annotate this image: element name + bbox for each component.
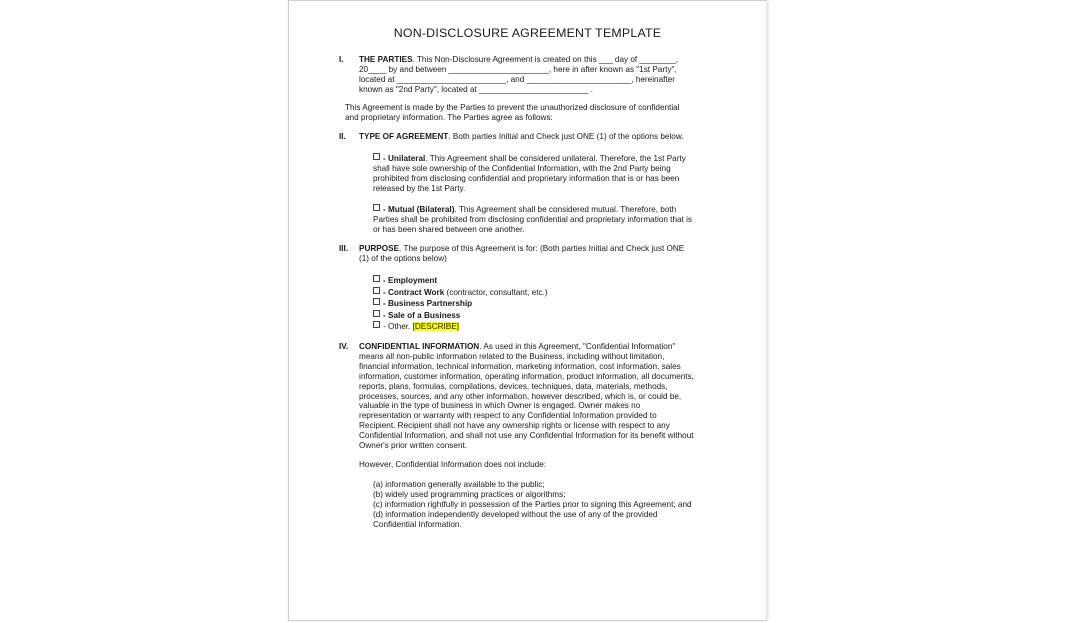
- purpose-option: - Employment: [373, 275, 718, 287]
- exclusion-item: Confidential Information.: [373, 519, 462, 529]
- section-number: II.: [339, 132, 346, 141]
- purpose-option: - Contract Work (contractor, consultant, etc.): [373, 287, 718, 299]
- checkbox-mutual[interactable]: [373, 204, 380, 211]
- exclusion-item: (d) information independently developed without the use of any of the provided: [373, 509, 658, 519]
- exclusions-list: [373, 480, 718, 530]
- purpose-option-other: - Other. [DESCRIBE]: [373, 321, 718, 333]
- purpose-options: [373, 275, 718, 333]
- section-heading: CONFIDENTIAL INFORMATION: [359, 342, 480, 351]
- checkbox-other[interactable]: [373, 321, 380, 328]
- exclusion-item: (a) information generally available to the public;: [373, 480, 545, 489]
- checkbox-business-partnership[interactable]: [373, 298, 380, 305]
- purpose-option: - Business Partnership: [373, 298, 718, 310]
- option-mutual: - Mutual (Bilateral). This Agreement shall be considered mutual. Therefore, both Parties shall be prohibited from disclosing confidential and proprietary information that is or has been shared between one another.: [373, 205, 693, 234]
- section-heading: PURPOSE: [359, 244, 400, 253]
- document-title: NON-DISCLOSURE AGREEMENT TEMPLATE: [393, 26, 662, 40]
- section-number: IV.: [339, 342, 349, 351]
- section-heading: TYPE OF AGREEMENT: [359, 132, 449, 141]
- section-text: THE PARTIES. This Non-Disclosure Agreement is created on this ___ day of ________, 20____ by and between ______________________, here in after known as "1st Party", located at ________________________, and _______________________, hereinafter known as "2nd Party", located at ________________________ .: [359, 55, 679, 94]
- exclusion-item: (b) widely used programming practices or algorithms;: [373, 489, 566, 499]
- checkbox-employment[interactable]: [373, 275, 380, 282]
- page-shadow: [766, 2, 769, 619]
- exclusion-item: (c) information rightfully in possession of the Parties prior to signing this Agreement; and: [373, 499, 692, 509]
- intro-paragraph: This Agreement is made by the Parties to prevent the unauthorized disclosure of confidential and proprietary information. The Parties agree as follows:: [345, 103, 680, 122]
- section-number: I.: [339, 55, 344, 64]
- option-unilateral: - Unilateral. This Agreement shall be considered unilateral. Therefore, the 1st Party shall have sole ownership of the Confidential Information, with the 2nd Party being prohibited from disclosing confidential and proprietary information that is or has been released by the 1st Party.: [373, 154, 686, 193]
- checkbox-contract-work[interactable]: [373, 287, 380, 294]
- checkbox-unilateral[interactable]: [373, 153, 380, 160]
- purpose-option: - Sale of a Business: [373, 310, 718, 322]
- describe-placeholder[interactable]: [DESCRIBE]: [412, 322, 460, 331]
- section-heading: THE PARTIES: [359, 55, 413, 64]
- checkbox-sale-of-business[interactable]: [373, 310, 380, 317]
- document-page: NON-DISCLOSURE AGREEMENT TEMPLATE I. THE PARTIES. This Non-Disclosure Agreement is created on this ___ day of ________, 20____ by and between ______________________, here in after known as "1st Party", located at ________________________, and _______________________, hereinafter known as "2nd Party", located at ________________________ . This Agreement is made by the Parties to prevent the unauthorized disclosure of confidential and proprietary information. The Parties agree as follows: II. TYPE OF AGREEMENT. Both parties Initial and Check just ONE (1) of the options below. - Unilateral. This Agreement shall be considered unilateral. Therefore, the 1st Party shall have sole ownership of the Confidential Information, with the 2nd Party being prohibited from disclosing confidential and proprietary information that is or has been released by the 1st Party. - Mutual (Bilateral). This Agreement shall be considered mutual. Therefore, both Parties shall be prohibited from disclosing confidential and proprietary information that is or has been shared between one another. III. PURPOSE. The purpose of this Agreement is for: (Both parties Initial and Check just ONE (1) of the options below) - Employment - Contract Work (contractor, consultant, etc.) - Business Partnership - Sale of a Business - Other. [DESCRIBE] IV. CONFIDENTIAL INFORMATION. As used in this Agreement, "Confidential Information" means all non-public information related to the Business, including without limitation, financial information, technical information, marketing information, cost information, sales information, customer information, operating information, product information, all documents, reports, plans, formulas, compilations, devices, techniques, data, materials, methods, processes, sources, and any other information, however described, which is, or could be, valuable in the type of business in which Owner is engaged. Owner makes no representation or warranty with respect to any Confidential Information provided to Recipient. Recipient shall not have any ownership rights or license with respect to any Confidential Information, and shall not use any Confidential Information for its benefit without Owner's prior written consent. However, Confidential Information does not include: (a) information generally available to the public; (b) widely used programming practices or algorithms; (c) information rightfully in possession of the Parties prior to signing this Agreement; and (d) information independently developed without the use of any of the provided Confidential Information.: [288, 0, 767, 621]
- section-number: III.: [339, 244, 349, 253]
